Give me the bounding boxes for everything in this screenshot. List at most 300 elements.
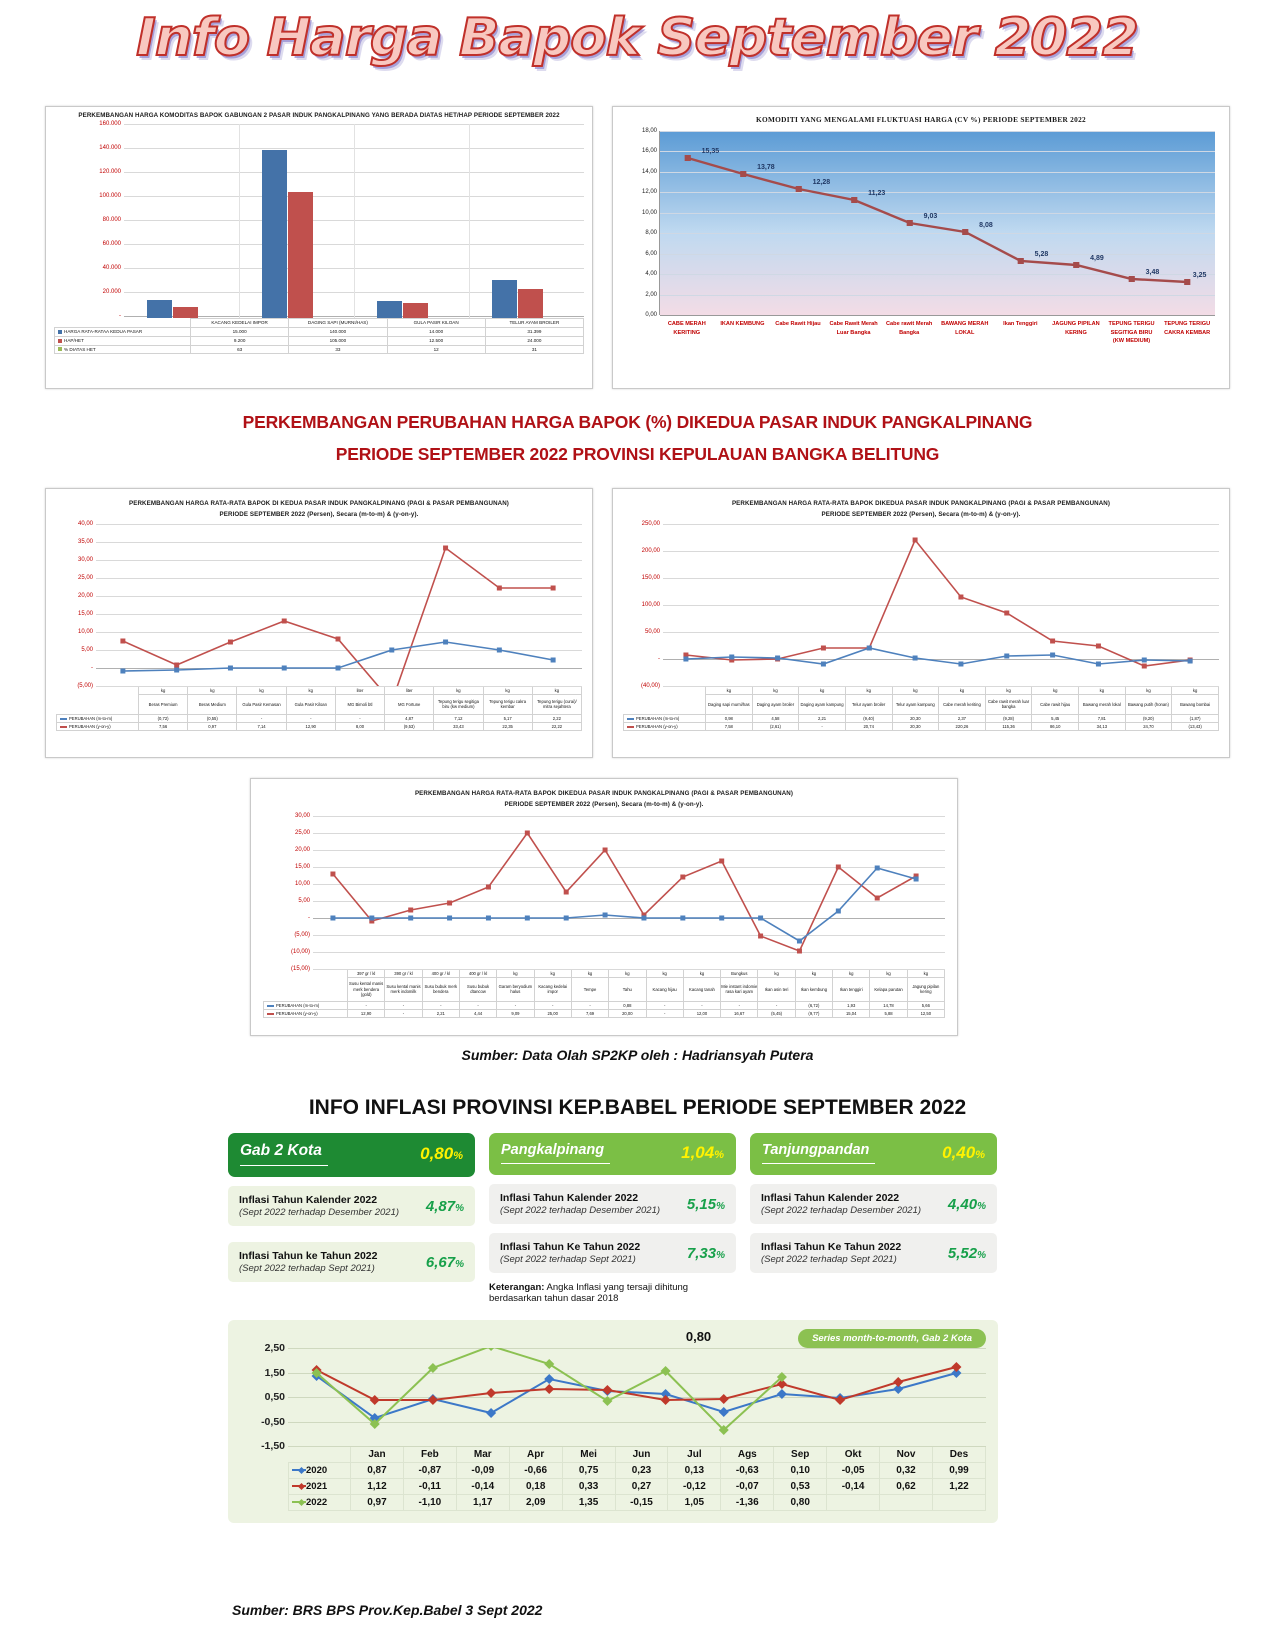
chart5-category: Ikan tenggiri xyxy=(833,977,870,1001)
chart5-unit: kg xyxy=(833,969,870,977)
chart4-value: - xyxy=(799,723,846,731)
table-row xyxy=(57,723,582,731)
chart3-series xyxy=(96,524,582,686)
city-mtm-value: 0,40% xyxy=(942,1143,985,1162)
series-year-label: 2021 xyxy=(306,1481,328,1492)
chart3-value: 33,43 xyxy=(434,723,483,731)
chart2-category: TEPUNG TERIGU CAKRA KEMBAR xyxy=(1164,320,1211,336)
series-value: 0,87 xyxy=(351,1463,404,1479)
chart1-ytick: 20.000 xyxy=(102,289,121,296)
chart1-bar-red xyxy=(518,289,543,318)
series-value: -0,05 xyxy=(827,1463,880,1479)
series-ytick: -1,50 xyxy=(261,1440,285,1452)
chart1-ytick: 140.000 xyxy=(99,145,121,152)
chart3-ytick: 5,00 xyxy=(81,646,93,653)
chart5-unit: kg xyxy=(534,969,571,977)
chart1-category: KACANG KEDELAI IMPOR xyxy=(191,319,289,328)
series-value: -0,87 xyxy=(403,1463,456,1479)
chart3-ytick: 25,00 xyxy=(77,574,93,581)
table-row xyxy=(57,686,582,694)
chart2-category: Ikan Tenggiri xyxy=(1003,320,1038,327)
kalender-sub: (Sept 2022 terhadap Desember 2021) xyxy=(500,1205,661,1216)
chart1-bar-blue xyxy=(147,300,172,318)
series-value: 0,32 xyxy=(880,1463,933,1479)
table-row xyxy=(264,969,945,977)
chart4-value: 5,45 xyxy=(1032,714,1079,722)
chart4-value: 7,58 xyxy=(706,723,753,731)
month-header: Jun xyxy=(615,1447,668,1463)
chart4-unit: kg xyxy=(1125,686,1172,694)
chart5-value: (6,72) xyxy=(795,1001,832,1009)
chart2-category: JAGUNG PIPILAN KERING xyxy=(1052,320,1100,336)
chart4-value: 86,10 xyxy=(1032,723,1079,731)
chart3-plot xyxy=(77,520,582,689)
chart5-value: 20,00 xyxy=(609,1010,646,1018)
chart5-series-label: PERUBAHAN (m-to-m) xyxy=(276,1002,320,1008)
series-value: 0,75 xyxy=(562,1463,615,1479)
chart2-category: Cabe Rawit Merah Luar Bangka xyxy=(829,320,878,336)
chart4-category: Cabe rawit merah luar bangka xyxy=(985,694,1032,714)
table-row xyxy=(624,714,1219,722)
series-callout: 0,80 xyxy=(685,1329,712,1344)
chart3-value: 2,22 xyxy=(532,714,581,722)
chart5-value: 9,09 xyxy=(497,1010,534,1018)
chart3-unit: liter xyxy=(335,686,384,694)
chart5-value: 16,67 xyxy=(721,1010,758,1018)
table-row xyxy=(264,1001,945,1009)
chart5-value: - xyxy=(385,1001,422,1009)
chart3-value: - xyxy=(286,714,335,722)
chart3-unit: liter xyxy=(385,686,434,694)
legend-swatch-red-icon xyxy=(58,339,62,343)
chart1-value: 31 xyxy=(485,345,583,354)
series-value xyxy=(880,1495,933,1511)
chart5-unit: 397 gr / kl xyxy=(348,969,385,977)
chart3-ytick: 20,00 xyxy=(77,592,93,599)
chart2-point-label: 12,28 xyxy=(812,178,831,186)
series-ytick: 0,50 xyxy=(264,1391,285,1403)
series-year-label: 2020 xyxy=(306,1465,328,1476)
month-header: Des xyxy=(932,1447,985,1463)
chart5-ytick: (5,00) xyxy=(294,931,310,938)
chart2-ytick: 0,00 xyxy=(645,311,657,318)
chart5-ytick: 10,00 xyxy=(294,880,310,887)
chart1-bar-blue xyxy=(262,150,287,318)
yoy-card xyxy=(750,1233,997,1273)
chart4-unit: kg xyxy=(1079,686,1126,694)
keterangan xyxy=(489,1282,736,1304)
series-value: -0,11 xyxy=(403,1479,456,1495)
chart5-value: - xyxy=(385,1010,422,1018)
chart1-data-table xyxy=(54,318,584,354)
chart3-value: 7,12 xyxy=(434,714,483,722)
series-data-table xyxy=(288,1446,986,1511)
inflation-card-pangkalpinang xyxy=(489,1133,736,1304)
chart5-unit: kg xyxy=(870,969,907,977)
chart-panel-perubahan-left xyxy=(45,488,593,758)
chart4-value: 220,26 xyxy=(939,723,986,731)
chart2-category: BAWANG MERAH LOKAL xyxy=(941,320,989,336)
chart3-category: Tepung terigu (curai)/ mitra sejahtera xyxy=(532,694,581,714)
series-value: 0,80 xyxy=(774,1495,827,1511)
series-year-label: 2022 xyxy=(306,1497,328,1508)
chart2-ytick: 4,00 xyxy=(645,271,657,278)
chart5-category: Garam beryodium halus xyxy=(497,977,534,1001)
chart5-unit: Bungkus xyxy=(721,969,758,977)
chart1-value: 33 xyxy=(289,345,387,354)
chart5-category: Susu bubuk merk bendera xyxy=(422,977,459,1001)
series-value: -0,14 xyxy=(456,1479,509,1495)
series-value: 0,99 xyxy=(932,1463,985,1479)
chart3-unit: kg xyxy=(286,686,335,694)
yoy-sub: (Sept 2022 terhadap Sept 2021) xyxy=(239,1263,375,1274)
chart2-category: Cabe rawit Merah Bangka xyxy=(886,320,933,336)
chart3-category: MG Fortune xyxy=(385,694,434,714)
chart-panel-perubahan-center xyxy=(250,778,958,1036)
chart2-point-label: 13,78 xyxy=(757,163,775,171)
chart5-value: 1,93 xyxy=(833,1001,870,1009)
table-row xyxy=(624,686,1219,694)
chart1-plot xyxy=(99,121,584,320)
city-name: Gab 2 Kota xyxy=(240,1142,322,1166)
mid-heading-line2: PERIODE SEPTEMBER 2022 PROVINSI KEPULAUAN BANGKA BELITUNG xyxy=(335,444,940,464)
chart3-value: - xyxy=(237,714,286,722)
chart1-category: TELUR AYAM BROILER xyxy=(485,319,583,328)
chart4-data-table xyxy=(623,686,1219,732)
chart5-ytick: (10,00) xyxy=(290,948,310,955)
city-mtm-value: 0,80% xyxy=(420,1144,463,1163)
month-header: Apr xyxy=(509,1447,562,1463)
chart5-value: 7,69 xyxy=(571,1010,608,1018)
chart1-value: 12.500 xyxy=(387,336,485,345)
chart3-category: Beras Medium xyxy=(188,694,237,714)
chart3-value: 8,00 xyxy=(335,723,384,731)
month-header: Nov xyxy=(880,1447,933,1463)
chart2-category: CABE MERAH KERITING xyxy=(667,320,706,336)
chart5-series xyxy=(313,816,945,969)
legend-swatch-green-icon xyxy=(58,347,62,351)
chart4-value: 115,36 xyxy=(985,723,1032,731)
chart5-value: - xyxy=(646,1001,683,1009)
chart4-category: Bawang merah lokal xyxy=(1079,694,1126,714)
series-value xyxy=(827,1495,880,1511)
kalender-card xyxy=(750,1184,997,1224)
chart4-value: 20,74 xyxy=(845,723,892,731)
chart4-value: 34,13 xyxy=(1079,723,1126,731)
table-row xyxy=(55,328,584,337)
yoy-value: 6,67% xyxy=(425,1253,464,1271)
chart4-ytick: 100,00 xyxy=(641,601,660,608)
city-mtm-value: 1,04% xyxy=(681,1143,724,1162)
chart4-value: 4,58 xyxy=(752,714,799,722)
chart5-category: Mie instant indomie rasa kari ayam xyxy=(721,977,758,1001)
chart3-category: Gula Pasir Kemasan xyxy=(237,694,286,714)
chart1-ytick: 40.000 xyxy=(102,265,121,272)
chart5-unit: kg xyxy=(497,969,534,977)
chart5-series-label: PERUBAHAN (y-on-y) xyxy=(276,1011,318,1017)
chart5-unit: 400 gr / kl xyxy=(459,969,496,977)
series-value: 0,13 xyxy=(668,1463,721,1479)
series-value: 1,17 xyxy=(456,1495,509,1511)
city-pill-tanjungpandan[interactable] xyxy=(750,1133,997,1175)
chart4-title-l1: PERKEMBANGAN HARGA RATA-RATA BAPOK DIKEDUA PASAR INDUK PANGKALPINANG (PAGI & PASAR PEMBANGUNAN) xyxy=(731,500,1111,507)
chart5-ytick: 15,00 xyxy=(294,863,310,870)
yoy-value: 7,33% xyxy=(686,1244,725,1262)
kalender-card xyxy=(228,1186,475,1226)
chart3-unit: kg xyxy=(434,686,483,694)
kalender-sub: (Sept 2022 terhadap Desember 2021) xyxy=(761,1205,922,1216)
chart5-ytick: 30,00 xyxy=(294,812,310,819)
chart3-title-l1: PERKEMBANGAN HARGA RATA-RATA BAPOK DI KEDUA PASAR INDUK PANGKALPINANG (PAGI & PASAR PEMBANGUNAN) xyxy=(129,500,509,507)
series-value: 0,18 xyxy=(509,1479,562,1495)
chart1-value: 14.000 xyxy=(387,328,485,337)
chart4-value: 20,30 xyxy=(892,714,939,722)
yoy-card xyxy=(228,1242,475,1282)
series-value: -0,14 xyxy=(827,1479,880,1495)
series-value: -1,10 xyxy=(403,1495,456,1511)
kalender-value: 4,40% xyxy=(947,1195,986,1213)
chart4-ytick: - xyxy=(658,655,660,662)
chart4-unit: kg xyxy=(1032,686,1079,694)
chart5-category: Susu bubuk dtancow xyxy=(459,977,496,1001)
month-header: Sep xyxy=(774,1447,827,1463)
chart2-category: TEPUNG TERIGU SEGITIGA BIRU (KW MEDIUM) xyxy=(1108,320,1155,345)
chart5-unit: kg xyxy=(609,969,646,977)
chart5-title-l1: PERKEMBANGAN HARGA RATA-RATA BAPOK DIKEDUA PASAR INDUK PANGKALPINANG (PAGI & PASAR PEMBANGUNAN) xyxy=(414,790,794,797)
chart3-ytick: 10,00 xyxy=(77,628,93,635)
chart1-bar-blue xyxy=(377,301,402,318)
chart1-bar-red xyxy=(288,192,313,318)
series-value: 1,35 xyxy=(562,1495,615,1511)
table-row xyxy=(57,714,582,722)
chart4-unit: kg xyxy=(985,686,1032,694)
legend-swatch-blue-icon xyxy=(58,330,62,334)
source-line-1: Sumber: Data Olah SP2KP oleh : Hadriansyah Putera xyxy=(461,1047,814,1063)
chart5-value: 12,90 xyxy=(348,1010,385,1018)
chart4-category: Bawang putih (honan) xyxy=(1125,694,1172,714)
chart1-ytick: 60.000 xyxy=(102,241,121,248)
yoy-label: Inflasi Tahun Ke Tahun 2022 xyxy=(500,1241,641,1253)
series-ytick: -0,50 xyxy=(261,1415,285,1428)
month-header: Feb xyxy=(403,1447,456,1463)
table-row xyxy=(57,694,582,714)
chart1-series-label: HARGA RATA-RATAA KEDUA PASAR xyxy=(64,329,143,335)
series-value: -0,15 xyxy=(615,1495,668,1511)
chart1-bar-red xyxy=(403,303,428,318)
kalender-value: 4,87% xyxy=(425,1197,464,1215)
chart2-category-axis xyxy=(659,320,1215,346)
chart1-ytick: 160.000 xyxy=(99,121,121,128)
chart3-category: MG Bimoli btl xyxy=(335,694,384,714)
inflation-card-tanjungpandan xyxy=(750,1133,997,1304)
chart5-value: 4,44 xyxy=(459,1010,496,1018)
chart3-value: (0,55) xyxy=(188,714,237,722)
table-row xyxy=(289,1447,986,1463)
chart1-title: PERKEMBANGAN HARGA KOMODITAS BAPOK GABUNGAN 2 PASAR INDUK PANGKALPINANG YANG BERADA DIATAS HET/HAP PERIODE SEPTEMBER 2022 xyxy=(78,112,560,119)
series-value: -1,36 xyxy=(721,1495,774,1511)
series-value: -0,09 xyxy=(456,1463,509,1479)
chart4-value: (1,87) xyxy=(1172,714,1219,722)
chart4-plot xyxy=(640,520,1219,689)
series-value: 1,22 xyxy=(932,1479,985,1495)
chart5-category: Jagung pipilan kering xyxy=(907,977,944,1001)
kalender-label: Inflasi Tahun Kalender 2022 xyxy=(239,1194,378,1206)
chart4-unit: kg xyxy=(1172,686,1219,694)
chart1-value: 12 xyxy=(387,345,485,354)
month-header: Okt xyxy=(827,1447,880,1463)
chart4-category: Daging ayam broiler xyxy=(752,694,799,714)
month-header: Jul xyxy=(668,1447,721,1463)
chart1-ytick: - xyxy=(119,313,121,320)
series-value: 0,10 xyxy=(774,1463,827,1479)
chart1-category: GULA PASIR KILOAN xyxy=(387,319,485,328)
table-row xyxy=(624,694,1219,714)
chart4-series-label: PERUBAHAN (y-on-y) xyxy=(636,724,678,730)
chart4-category: Daging ayam kampung xyxy=(799,694,846,714)
chart5-category: Susu kental manis merk indomilk xyxy=(385,977,422,1001)
chart3-ytick: 35,00 xyxy=(77,538,93,545)
chart4-value: 7,81 xyxy=(1079,714,1126,722)
chart5-value: 25,00 xyxy=(534,1010,571,1018)
chart5-category: Kacang tanah xyxy=(683,977,720,1001)
chart3-value: 22,35 xyxy=(483,723,532,731)
series-value xyxy=(932,1495,985,1511)
chart3-series-label: PERUBAHAN (y-on-y) xyxy=(69,724,111,730)
city-pill-gab2kota[interactable] xyxy=(228,1133,475,1177)
chart3-value: 12,90 xyxy=(286,723,335,731)
chart3-category: Gula Pasir Kiloan xyxy=(286,694,335,714)
chart3-value: 7,14 xyxy=(237,723,286,731)
chart4-category: Telur ayam broiler xyxy=(845,694,892,714)
chart3-ytick: 40,00 xyxy=(77,520,93,527)
chart5-category: Tahu xyxy=(609,977,646,1001)
chart4-series-label: PERUBAHAN (m-to-m) xyxy=(636,715,680,721)
chart2-ytick: 18,00 xyxy=(641,127,657,134)
chart2-category: Cabe Rawit Hijau xyxy=(775,320,821,327)
yoy-card xyxy=(489,1233,736,1273)
chart4-category: Cabe rawit hijau xyxy=(1032,694,1079,714)
chart4-ytick: 150,00 xyxy=(641,574,660,581)
chart3-value: 22,22 xyxy=(532,723,581,731)
kalender-label: Inflasi Tahun Kalender 2022 xyxy=(761,1192,900,1204)
chart3-value: 7,56 xyxy=(139,723,188,731)
chart4-value: (9,20) xyxy=(1125,714,1172,722)
series-tag-label: Series month-to-month, Gab 2 Kota xyxy=(798,1329,986,1348)
chart5-value: - xyxy=(721,1001,758,1009)
month-header: Mar xyxy=(456,1447,509,1463)
page-title-banner xyxy=(0,0,1275,68)
chart4-value: (9,28) xyxy=(985,714,1032,722)
chart5-plot xyxy=(290,812,945,972)
table-row xyxy=(55,336,584,345)
kalender-value: 5,15% xyxy=(686,1195,725,1213)
chart5-unit: 400 gr / kl xyxy=(422,969,459,977)
chart5-unit: kg xyxy=(646,969,683,977)
chart5-value: 0,88 xyxy=(609,1001,646,1009)
chart2-point-label: 15,35 xyxy=(701,147,720,155)
chart2-ytick: 16,00 xyxy=(641,148,657,155)
chart4-title-l2: PERIODE SEPTEMBER 2022 (Persen), Secara (m-to-m) & (y-on-y). xyxy=(821,511,1021,519)
chart2-point-label: 9,03 xyxy=(923,212,938,220)
chart5-ytick: 5,00 xyxy=(298,897,310,904)
chart1-series-label: HAP/HET xyxy=(64,337,84,343)
source-line-2: Sumber: BRS BPS Prov.Kep.Babel 3 Sept 2022 xyxy=(232,1602,543,1618)
table-row xyxy=(289,1495,986,1511)
chart2-ytick: 14,00 xyxy=(641,168,657,175)
chart5-value: 5,66 xyxy=(907,1001,944,1009)
chart4-value: 2,37 xyxy=(939,714,986,722)
chart5-value: - xyxy=(646,1010,683,1018)
series-value: 0,33 xyxy=(562,1479,615,1495)
chart3-value: - xyxy=(335,714,384,722)
chart1-value: 15.000 xyxy=(191,328,289,337)
series-value: 0,27 xyxy=(615,1479,668,1495)
chart4-value: 24,70 xyxy=(1125,723,1172,731)
chart2-series-line xyxy=(660,131,1215,315)
chart1-value: 63 xyxy=(191,345,289,354)
chart5-category: Susu kental manis merk bendera (gold) xyxy=(348,977,385,1001)
chart5-category: Kelapa parutan xyxy=(870,977,907,1001)
chart2-point-label: 8,08 xyxy=(979,221,993,229)
chart3-unit: kg xyxy=(483,686,532,694)
chart5-value: - xyxy=(571,1001,608,1009)
month-header: Ags xyxy=(721,1447,774,1463)
chart-panel-het-hap xyxy=(45,106,593,389)
table-row xyxy=(264,977,945,1001)
chart2-point-label: 11,23 xyxy=(868,189,886,197)
series-value: -0,12 xyxy=(668,1479,721,1495)
chart4-ytick: (40,00) xyxy=(640,682,660,689)
inflation-section xyxy=(228,1133,998,1523)
chart3-ytick: 30,00 xyxy=(77,556,93,563)
chart2-ytick: 6,00 xyxy=(645,250,657,257)
chart4-ytick: 200,00 xyxy=(641,547,660,554)
chart5-category: Ikan asin teri xyxy=(758,977,795,1001)
chart3-value: (9,53) xyxy=(385,723,434,731)
chart3-series-label: PERUBAHAN (m-to-m) xyxy=(69,715,113,721)
chart2-category: IKAN KEMBUNG xyxy=(720,320,765,327)
yoy-value: 5,52% xyxy=(947,1244,986,1262)
chart5-value: 5,88 xyxy=(870,1010,907,1018)
chart3-title-l2: PERIODE SEPTEMBER 2022 (Persen), Secara (m-to-m) & (y-on-y). xyxy=(219,511,419,519)
chart2-point-label: 3,25 xyxy=(1192,271,1207,279)
chart3-unit: kg xyxy=(237,686,286,694)
city-pill-pangkalpinang[interactable] xyxy=(489,1133,736,1175)
chart1-category: DAGING SAPI (MURNI/HAS) xyxy=(289,319,387,328)
kalender-card xyxy=(489,1184,736,1224)
chart5-value: 2,21 xyxy=(422,1010,459,1018)
chart4-unit: kg xyxy=(752,686,799,694)
chart5-value: - xyxy=(422,1001,459,1009)
chart5-value: - xyxy=(348,1001,385,1009)
inflation-series-chart xyxy=(228,1320,998,1523)
series-value: 0,23 xyxy=(615,1463,668,1479)
chart4-unit: kg xyxy=(939,686,986,694)
kalender-label: Inflasi Tahun Kalender 2022 xyxy=(500,1192,639,1204)
chart1-value: 105.000 xyxy=(289,336,387,345)
series-ytick: 1,50 xyxy=(264,1366,285,1379)
chart5-value: 15,04 xyxy=(833,1010,870,1018)
chart4-unit: kg xyxy=(799,686,846,694)
table-row xyxy=(289,1479,986,1495)
chart2-ytick: 12,00 xyxy=(641,189,657,196)
chart5-category: Kacang kedelai impor xyxy=(534,977,571,1001)
chart5-data-table xyxy=(263,969,945,1019)
series-ytick: 2,50 xyxy=(264,1342,285,1354)
table-row xyxy=(264,1010,945,1018)
keterangan-text: Angka Inflasi yang tersaji dihitung berdasarkan tahun dasar 2018 xyxy=(489,1282,689,1304)
table-row xyxy=(55,319,584,328)
